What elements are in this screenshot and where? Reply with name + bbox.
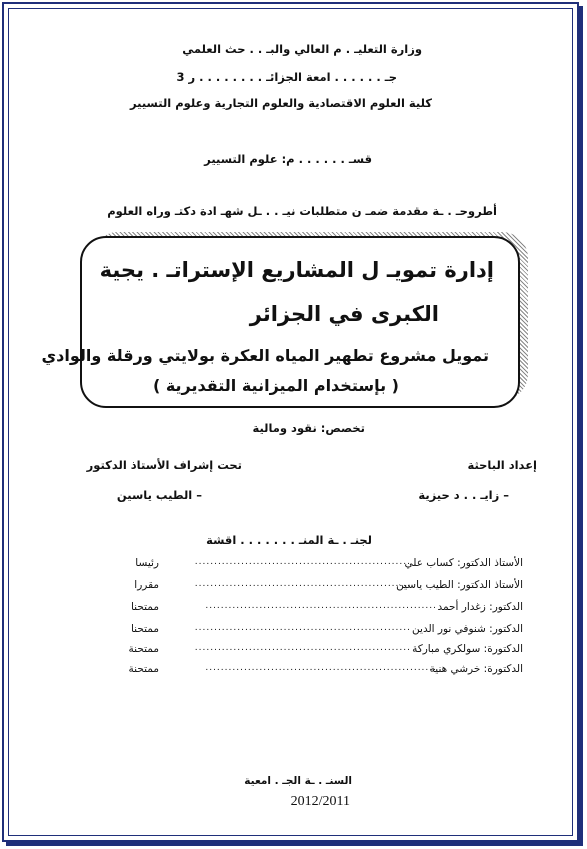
committee-member-role: مقررا: [134, 579, 159, 591]
committee-member-dots: ........................................................: [194, 623, 411, 633]
supervisor-label: تحت إشراف الأستاذ الدكتور: [86, 458, 242, 472]
specialty: تخصص: نقود ومالية: [252, 421, 365, 435]
committee-member-role: ممتحنا: [130, 601, 159, 613]
faculty-name: كلية العلوم الاقتصادية والعلوم التجارية وعلوم التسيير: [130, 96, 432, 110]
supervisor-name: – الطيب ياسين: [116, 488, 202, 502]
committee-member-role: ممتحنا: [130, 623, 159, 635]
thesis-note: أطروحـ . ـة مقدمة ضمـ ن متطلبات نيـ . . ـل شهـ ادة دكتـ وراه العلوم: [107, 204, 497, 218]
committee-member-dots: ........................................................: [194, 557, 411, 567]
university-name: جـ . . . . . . امعة الجزائـ . . . . . . . . ر 3: [176, 70, 397, 84]
academic-year-label: السنـ . ـة الجـ . امعية: [244, 775, 352, 787]
committee-member-name: الأستاذ الدكتور: الطيب ياسين: [396, 579, 523, 591]
committee-member-dots: ........................................................: [194, 579, 411, 589]
committee-member-name: الدكتورة: خرشي هنية: [429, 663, 523, 675]
committee-member-dots: ............................................................: [205, 663, 437, 673]
title-line-1: إدارة تمويـ ل المشاريع الإستراتـ . يجية: [99, 258, 494, 282]
title-line-4: ( بإستخدام الميزانية التقديرية ): [152, 376, 399, 395]
committee-member-role: ممتحنة: [128, 643, 159, 655]
frame-shadow-bottom: [6, 842, 583, 846]
title-line-3: تمويل مشروع تطهير المياه العكرة بولايتي ورقلة والوادي: [41, 346, 489, 365]
committee-member-name: الدكتورة: سولكري مباركة: [412, 643, 523, 655]
frame-shadow-right: [579, 6, 583, 846]
researcher-name: – زايـ . . د حيزية: [418, 488, 509, 502]
committee-member-name: الدكتور: شنوفي نور الدين: [412, 623, 523, 635]
committee-member-role: رئيسا: [135, 557, 159, 569]
committee-member-dots: ........................................................: [194, 643, 411, 653]
committee-member-role: ممتحنة: [128, 663, 159, 675]
title-line-2: الكبرى في الجزائر: [249, 302, 439, 326]
academic-year: 2012/2011: [290, 794, 350, 809]
department-name: قسـ . . . . . . م: علوم التسيير: [204, 152, 372, 166]
prepared-by-label: إعداد الباحثة: [467, 458, 537, 472]
committee-member-dots: ............................................................: [205, 601, 437, 611]
committee-title: لجنـ . ـة المنـ . . . . . . . اقشة: [206, 533, 372, 547]
committee-member-name: الدكتور: زغدار أحمد: [437, 601, 523, 613]
ministry-name: وزارة التعليـ . م العالي والبـ . . حث العلمي: [182, 42, 422, 56]
committee-member-name: الأستاذ الدكتور: كساب علي: [404, 557, 523, 569]
